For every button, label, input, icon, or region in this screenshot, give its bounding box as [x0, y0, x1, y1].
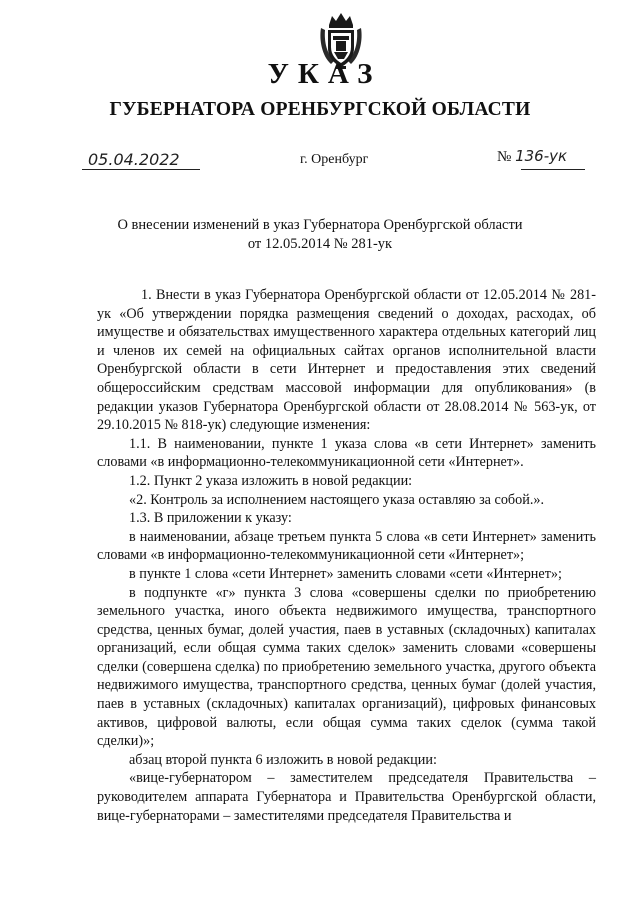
- paragraph: в пункте 1 слова «сети Интернет» заменить словами «сети «Интернет»;: [129, 565, 562, 582]
- document-number: 136-ук: [515, 147, 568, 165]
- paragraph: 1. Внести в указ Губернатора Оренбургской области от 12.05.2014 № 281-ук «Об утверждении порядка размещения сведений о доходах, расходах, об имуществе и обязательствах имущественного характера отдельных категорий лиц и членов их семей на официальных сайтах органов исполнительной власти Оренбургской области в сети Интернет и предоставления этих сведений общероссийским средствам массовой информации для опубликования» (в редакции указов Губернатора Оренбургской области от 28.08.2014 № 563-ук, от 29.10.2015 № 818-ук) следующие изменения:: [97, 287, 596, 434]
- paragraph: 1.1. В наименовании, пункте 1 указа слова «в сети Интернет» заменить словами «в информационно-телекоммуникационной сети «Интернет».: [97, 435, 596, 471]
- paragraph: 1.3. В приложении к указу:: [129, 510, 292, 527]
- number-prefix: №: [497, 149, 512, 165]
- subject-line-2: от 12.05.2014 № 281-ук: [247, 236, 393, 252]
- paragraph: в наименовании, абзаце третьем пункта 5 слова «в сети Интернет» заменить словами «в информационно-телекоммуникационной сети «Интернет»;: [97, 528, 596, 564]
- document-issuer: ГУБЕРНАТОРА ОРЕНБУРГСКОЙ ОБЛАСТИ: [109, 99, 531, 120]
- document-number-field: [497, 147, 567, 166]
- paragraph: 1.2. Пункт 2 указа изложить в новой редакции:: [129, 472, 413, 489]
- paragraph: абзац второй пункта 6 изложить в новой редакции:: [129, 751, 437, 768]
- document-city: г. Оренбург: [300, 152, 369, 167]
- document-date: 05.04.2022: [88, 150, 180, 169]
- document-title: УКАЗ: [267, 58, 382, 90]
- document-body: [97, 286, 596, 825]
- document-date-field: [88, 150, 180, 170]
- subject-line-1: О внесении изменений в указ Губернатора Оренбургской области: [117, 217, 523, 233]
- paragraph: в подпункте «г» пункта 3 слова «совершены сделки по приобретению земельного участка, иного объекта недвижимого имущества, транспортного средства, ценных бумаг, долей участия, паев в уставных (складочных) капиталах организаций, если общая сумма таких сделок» заменить словами «совершены сделки (совершена сделка) по приобретению земельного участка, другого объекта недвижимого имущества, транспортного средства, ценных бумаг (долей участия, паев в уставных (складочных) капиталах организаций), цифровых финансовых активов, цифровой валюты, если общая сумма таких сделок (сумма такой сделки)»;: [97, 584, 596, 750]
- number-underline: [521, 169, 585, 170]
- document-subject: [0, 216, 640, 254]
- paragraph: «2. Контроль за исполнением настоящего указа оставляю за собой.».: [129, 491, 545, 508]
- paragraph: «вице-губернатором – заместителем председателя Правительства – руководителем аппарата Губернатора и Правительства Оренбургской области, вице-губернаторами – заместителями председателя Правительства и: [97, 770, 596, 824]
- date-underline: [82, 169, 200, 170]
